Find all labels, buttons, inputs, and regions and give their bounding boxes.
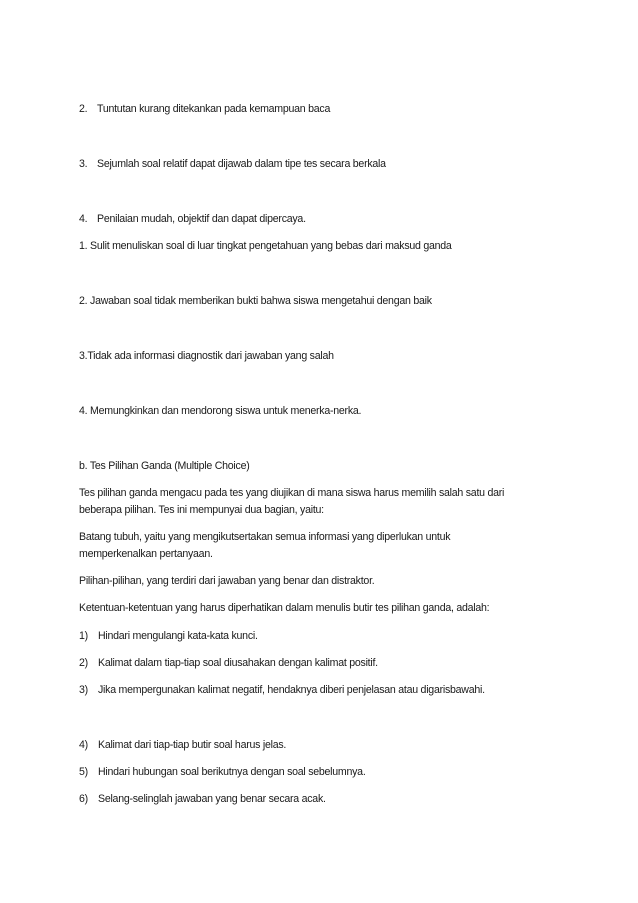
rule-number: 6): [79, 793, 88, 805]
list-item: [79, 212, 306, 226]
rule-item: [79, 683, 485, 697]
paragraph-line: Pilihan-pilihan, yang terdiri dari jawaban yang benar dan distraktor.: [79, 575, 375, 587]
rule-number: 4): [79, 739, 88, 751]
rule-text: Kalimat dari tiap-tiap butir soal harus jelas.: [98, 739, 287, 751]
rule-number: 2): [79, 657, 88, 669]
item-number: 4.: [79, 213, 88, 225]
rule-item: [79, 738, 286, 752]
rule-item: [79, 629, 258, 643]
item-text: Penilaian mudah, objektif dan dapat dipercaya.: [97, 213, 306, 225]
item-text: Tuntutan kurang ditekankan pada kemampuan baca: [97, 103, 331, 115]
rule-text: Kalimat dalam tiap-tiap soal diusahakan dengan kalimat positif.: [98, 657, 378, 669]
paragraph-line: Batang tubuh, yaitu yang mengikutsertakan semua informasi yang diperlukan untuk: [79, 531, 451, 543]
item-text: Sejumlah soal relatif dapat dijawab dalam tipe tes secara berkala: [97, 158, 386, 170]
kelemahan-item: 4. Memungkinkan dan mendorong siswa untuk menerka-nerka.: [79, 405, 362, 417]
item-number: 3.: [79, 158, 88, 170]
section-title: b. Tes Pilihan Ganda (Multiple Choice): [79, 460, 250, 472]
kelemahan-item: 3.Tidak ada informasi diagnostik dari jawaban yang salah: [79, 350, 334, 362]
rule-item: [79, 656, 378, 670]
rule-text: Selang-selinglah jawaban yang benar secara acak.: [98, 793, 326, 805]
list-item: [79, 157, 386, 171]
kelemahan-item: 1. Sulit menuliskan soal di luar tingkat pengetahuan yang bebas dari maksud ganda: [79, 240, 452, 252]
paragraph-line: memperkenalkan pertanyaan.: [79, 548, 213, 560]
rule-number: 1): [79, 630, 88, 642]
list-item: [79, 102, 330, 116]
rule-number: 3): [79, 684, 88, 696]
rule-number: 5): [79, 766, 88, 778]
rule-text: Jika mempergunakan kalimat negatif, hendaknya diberi penjelasan atau digarisbawahi.: [98, 684, 485, 696]
kelemahan-item: 2. Jawaban soal tidak memberikan bukti bahwa siswa mengetahui dengan baik: [79, 295, 432, 307]
paragraph-line: Ketentuan-ketentuan yang harus diperhatikan dalam menulis butir tes pilihan ganda, adalah:: [79, 602, 490, 614]
rule-text: Hindari mengulangi kata-kata kunci.: [98, 630, 258, 642]
rule-item: [79, 765, 366, 779]
rule-text: Hindari hubungan soal berikutnya dengan soal sebelumnya.: [98, 766, 366, 778]
paragraph-line: Tes pilihan ganda mengacu pada tes yang diujikan di mana siswa harus memilih salah satu dari: [79, 487, 505, 499]
rule-item: [79, 792, 326, 806]
paragraph-line: beberapa pilihan. Tes ini mempunyai dua bagian, yaitu:: [79, 504, 324, 516]
item-number: 2.: [79, 103, 88, 115]
